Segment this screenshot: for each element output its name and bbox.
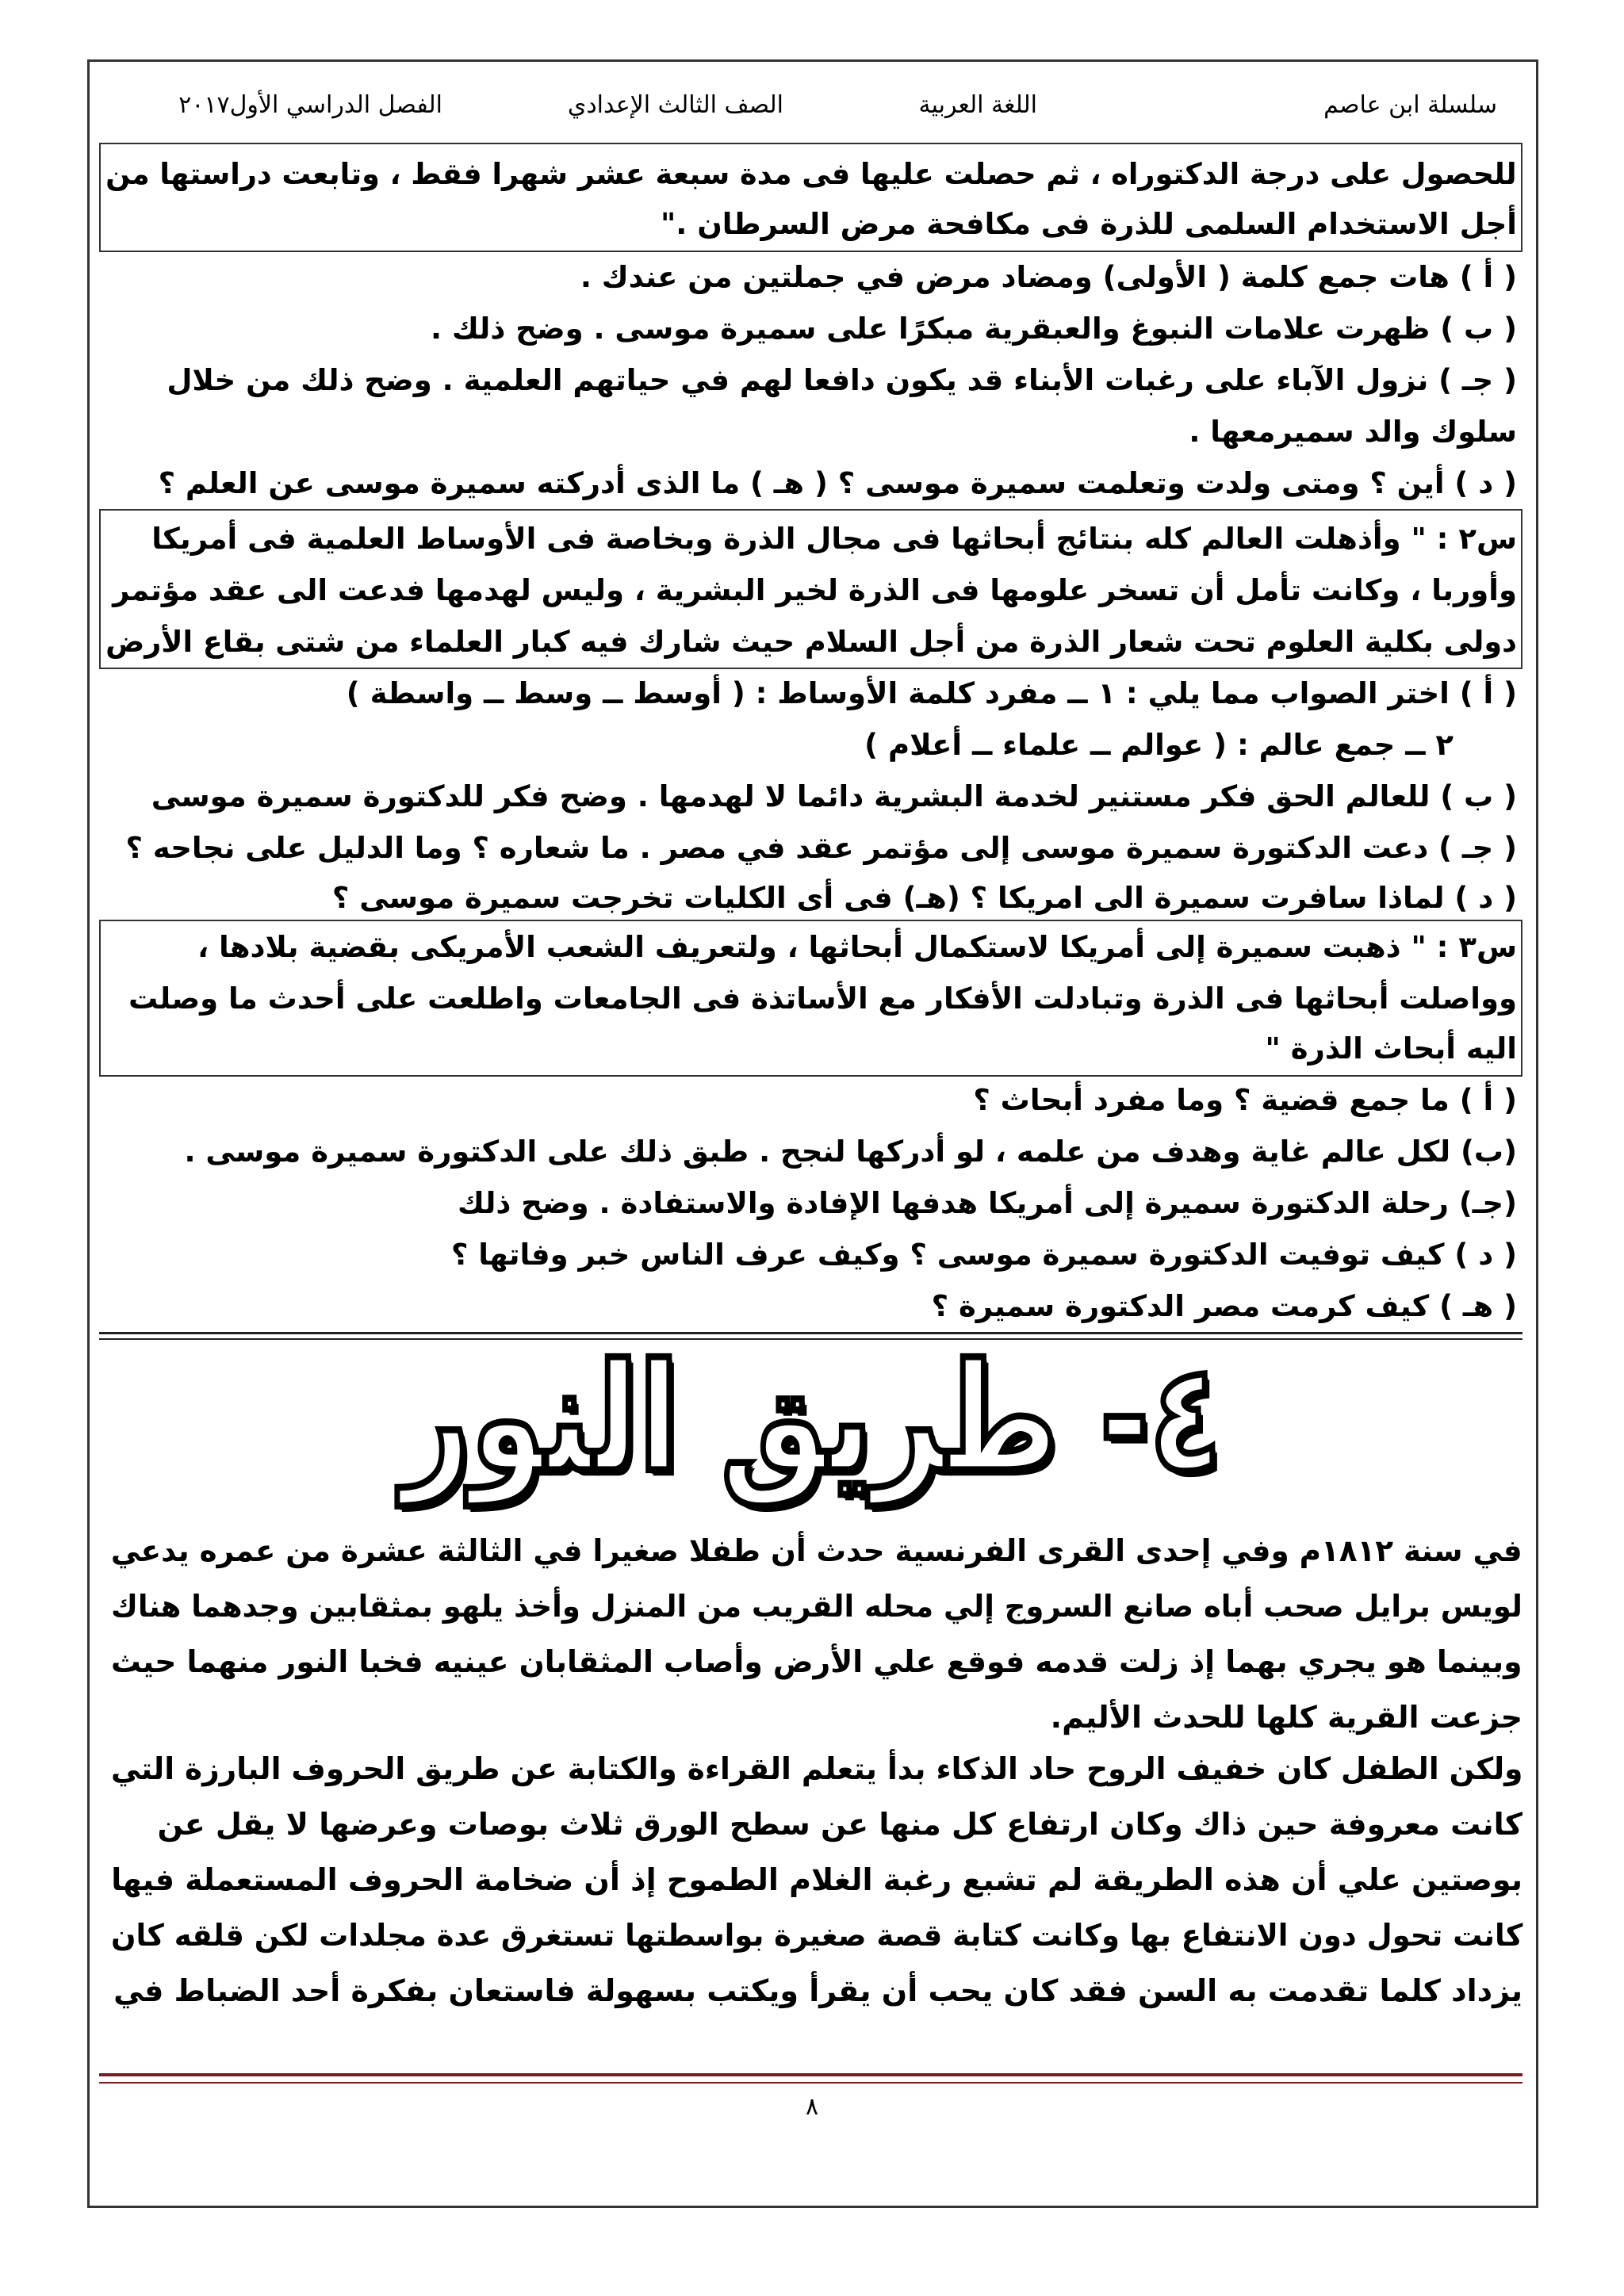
passage-line: دولى بكلية العلوم تحت شعار الذرة من أجل السلام حيث شارك فيه كبار العلماء من شتى بقاع الأرض	[105, 625, 1517, 659]
footer-rule	[99, 2082, 1522, 2084]
lesson-title: ٤- طريق النور	[402, 1333, 1222, 1506]
passage-line: س٣ : " ذهبت سميرة إلى أمريكا لاستكمال أبحاثها ، ولتعريف الشعب الأمريكى بقضية بلادها ،	[197, 930, 1517, 964]
question-line: ( جـ ) نزول الآباء على رغبات الأبناء قد يكون دافعا لهم في حياتهم العلمية . وضح ذلك من خلال	[167, 363, 1517, 397]
footer-rule	[99, 2073, 1522, 2076]
lesson-line: ولكن الطفل كان خفيف الروح حاد الذكاء بدأ يتعلم القراءة والكتابة عن طريق الحروف البارزة التي	[110, 1751, 1522, 1786]
passage-line: للحصول على درجة الدكتوراه ، ثم حصلت عليها فى مدة سبعة عشر شهرا فقط ، وتابعت دراستها من	[105, 157, 1517, 191]
question-line: (ب) لكل عالم غاية وهدف من علمه ، لو أدركها لنجح . طبق ذلك على الدكتورة سميرة موسى .	[184, 1135, 1517, 1169]
series-name: سلسلة ابن عاصم	[1323, 91, 1497, 119]
page-header	[111, 91, 1513, 131]
question-line: ( د ) لماذا سافرت سميرة الى امريكا ؟ (هـ) فى أى الكليات تخرجت سميرة موسى ؟	[331, 881, 1517, 915]
question-line: ( أ ) ما جمع قضية ؟ وما مفرد أبحاث ؟	[973, 1083, 1517, 1117]
lesson-line: بوصتين علي أن هذه الطريقة لم تشبع رغبة الغلام الطموح إذ أن ضخامة الحروف المستعملة فيها	[111, 1862, 1522, 1897]
question-line: سلوك والد سميرمعها .	[1189, 415, 1517, 449]
passage-line: أجل الاستخدام السلمى للذرة فى مكافحة مرض السرطان ."	[661, 207, 1517, 241]
lesson-line: يزداد كلما تقدمت به السن فقد كان يحب أن يقرأ ويكتب بسهولة فاستعان بفكرة أحد الضباط في	[113, 1973, 1522, 2008]
question-line: ( ب ) للعالم الحق فكر مستنير لخدمة البشرية دائما لا لهدمها . وضح فكر للدكتورة سميرة موسى	[151, 779, 1517, 813]
lesson-line: كانت معروفة حين ذاك وكان ارتفاع كل منها عن سطح الورق ثلاث بوصات وعرضها لا يقل عن	[157, 1807, 1522, 1842]
question-line: ( د ) كيف توفيت الدكتورة سميرة موسى ؟ وكيف عرف الناس خبر وفاتها ؟	[450, 1238, 1517, 1272]
question-line: ( د ) أين ؟ ومتى ولدت وتعلمت سميرة موسى ؟ ( هـ ) ما الذى أدركته سميرة موسى عن العلم ؟	[158, 466, 1517, 500]
passage-line: وأوربا ، وكانت تأمل أن تسخر علومها فى الذرة لخير البشرية ، وليس لهدمها فدعت الى عقد مؤتمر	[113, 573, 1517, 607]
question-line: ( أ ) هات جمع كلمة ( الأولى) ومضاد مرض في جملتين من عندك .	[580, 260, 1517, 294]
question-line: ( جـ ) دعت الدكتورة سميرة موسى إلى مؤتمر عقد في مصر . ما شعاره ؟ وما الدليل على نجاحه ؟	[125, 831, 1517, 865]
question-line: ( أ ) اختر الصواب مما يلي : ١ ــ مفرد كلمة الأوساط : ( أوسط ــ وسط ــ واسطة )	[346, 676, 1517, 710]
lesson-line: جزعت القرية كلها للحدث الأليم.	[1050, 1700, 1522, 1735]
lesson-line: لويس برايل صحب أباه صانع السروج إلي محله القريب من المنزل وأخذ يلهو بمثقابين وجدهما هناك	[111, 1589, 1522, 1624]
passage-line: س٢ : " وأذهلت العالم كله بنتائج أبحاثها فى مجال الذرة وبخاصة فى الأوساط العلمية فى أمريكا	[151, 522, 1517, 556]
passage-line: وواصلت أبحاثها فى الذرة وتبادلت الأفكار مع الأساتذة فى الجامعات واطلعت على أحدث ما وصلت	[128, 982, 1517, 1016]
grade-name: الصف الثالث الإعدادي	[567, 91, 783, 119]
page-number: ٨	[805, 2093, 819, 2121]
question-line: ( ب ) ظهرت علامات النبوغ والعبقرية مبكرًا على سميرة موسى . وضح ذلك .	[431, 312, 1517, 346]
question-line: ٢ ــ جمع عالم : ( عوالم ــ علماء ــ أعلام )	[864, 728, 1454, 762]
subject-name: اللغة العربية	[918, 91, 1037, 119]
lesson-line: وبينما هو يجري بهما إذ زلت قدمه فوقع علي الأرض وأصاب المثقابان عينيه فخبا النور منهما حيث	[111, 1644, 1522, 1679]
term-name: الفصل الدراسي الأول٢٠١٧	[178, 91, 442, 119]
lesson-line: كانت تحول دون الانتفاع بها وكانت كتابة قصة صغيرة بواسطتها تستغرق عدة مجلدات لكن قلقه كان	[110, 1918, 1522, 1953]
question-line: (جـ) رحلة الدكتورة سميرة إلى أمريكا هدفها الإفادة والاستفادة . وضح ذلك	[458, 1186, 1517, 1220]
lesson-line: في سنة ١٨١٢م وفي إحدى القرى الفرنسية حدث أن طفلا صغيرا في الثالثة عشرة من عمره يدعي	[111, 1533, 1522, 1568]
passage-line: اليه أبحاث الذرة "	[1265, 1031, 1517, 1066]
question-line: ( هـ ) كيف كرمت مصر الدكتورة سميرة ؟	[931, 1289, 1517, 1323]
